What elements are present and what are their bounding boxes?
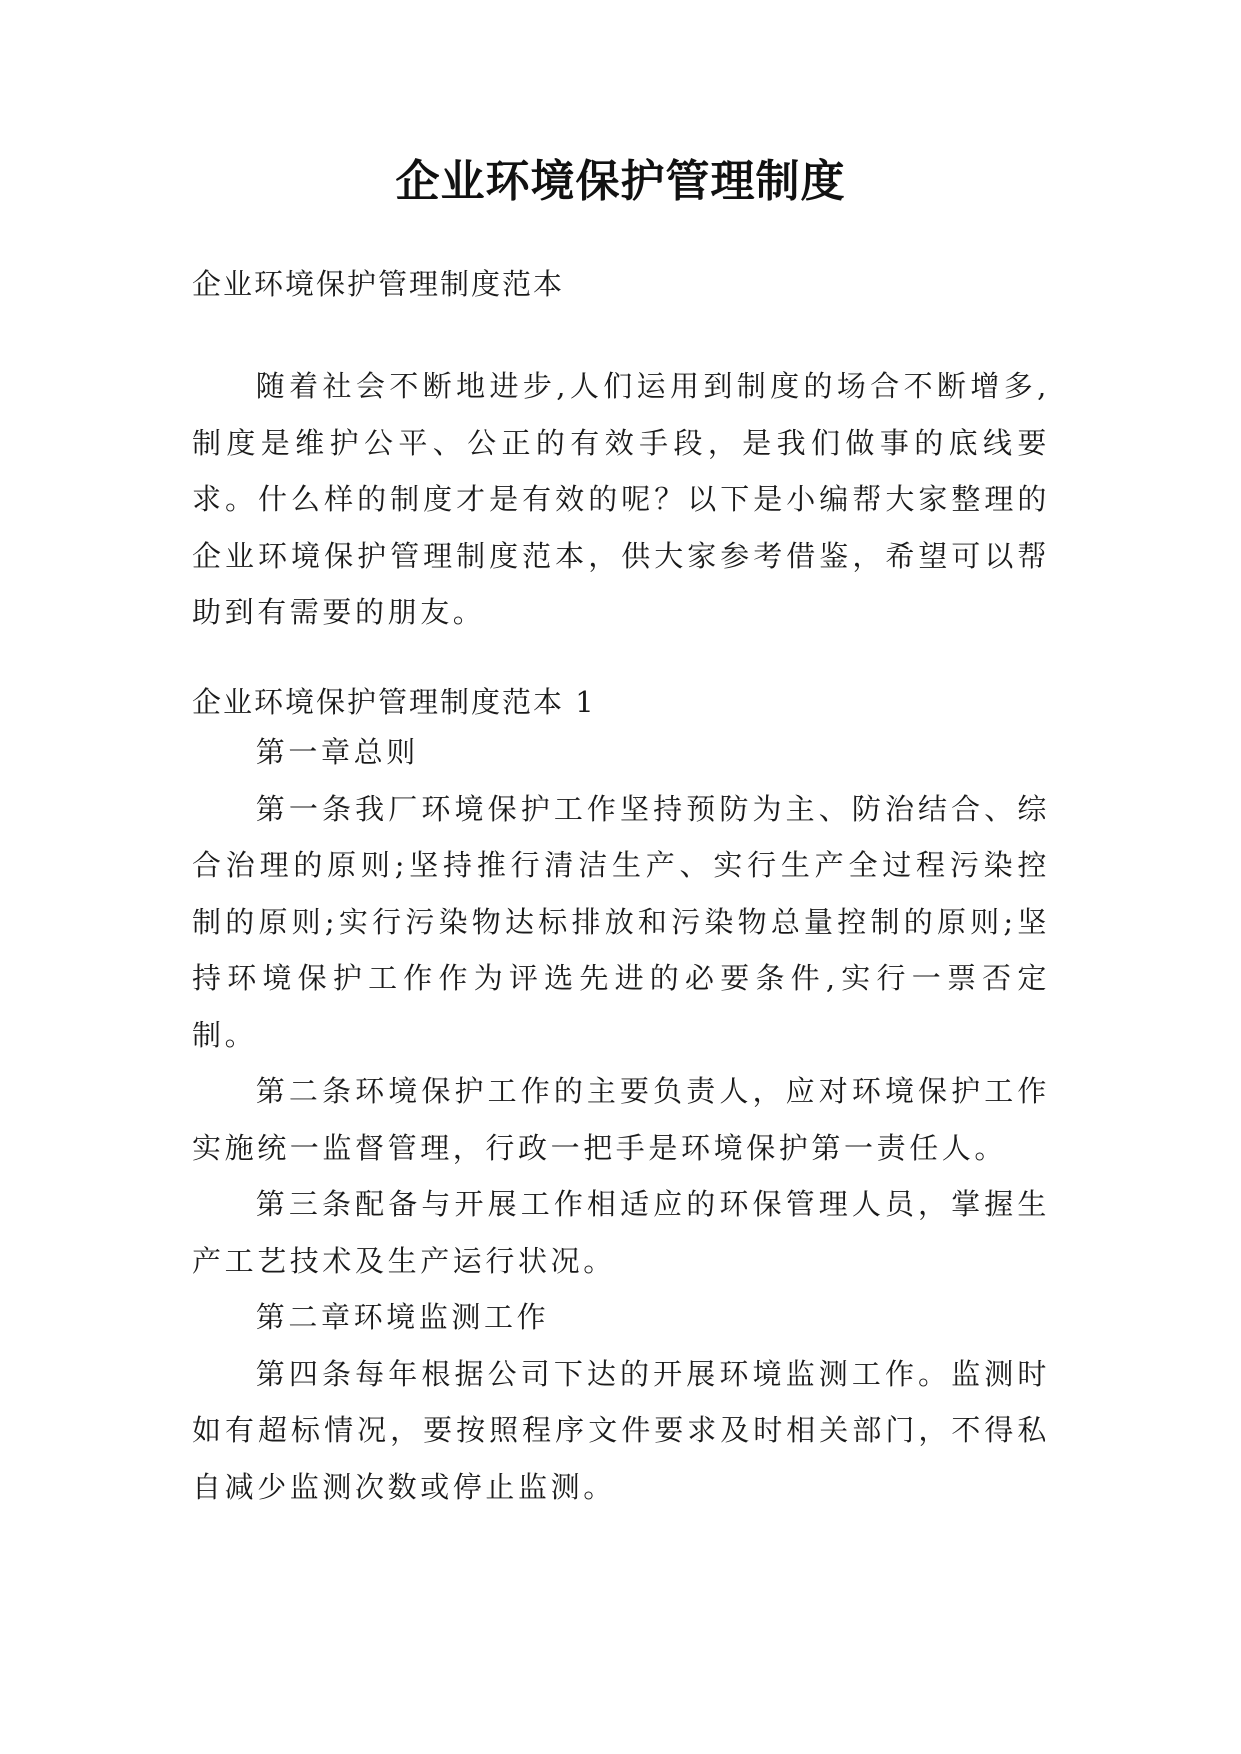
section-body — [192, 724, 1050, 1515]
chapter-heading: 第一章总则 — [255, 735, 419, 769]
document-subtitle: 企业环境保护管理制度范本 — [192, 267, 565, 301]
intro-paragraph: 随着社会不断地进步,人们运用到制度的场合不断增多,制度是维护公平、公正的有效手段，是我们做事的底线要求。什么样的制度才是有效的呢？以下是小编帮大家整理的企业环境保护管理制度范本，供大家参考借鉴，希望可以帮助到有需要的朋友。 — [192, 369, 1050, 629]
article-paragraph: 第四条每年根据公司下达的开展环境监测工作。监测时如有超标情况，要按照程序文件要求及时相关部门，不得私自减少监测次数或停止监测。 — [192, 1356, 1050, 1504]
section-heading: 企业环境保护管理制度范本 1 — [192, 685, 596, 719]
article-paragraph: 第一条我厂环境保护工作坚持预防为主、防治结合、综合治理的原则;坚持推行清洁生产、实行生产全过程污染控制的原则;实行污染物达标排放和污染物总量控制的原则;坚持环境保护工作作为评选先进的必要条件,实行一票否定制。 — [192, 791, 1050, 1052]
document-title: 企业环境保护管理制度 — [395, 156, 846, 207]
intro-block — [192, 358, 1050, 641]
article-paragraph: 第二条环境保护工作的主要负责人，应对环境保护工作实施统一监督管理，行政一把手是环境保护第一责任人。 — [192, 1074, 1050, 1165]
article-paragraph: 第三条配备与开展工作相适应的环保管理人员，掌握生产工艺技术及生产运行状况。 — [192, 1187, 1050, 1278]
chapter-heading: 第二章环境监测工作 — [255, 1300, 550, 1334]
